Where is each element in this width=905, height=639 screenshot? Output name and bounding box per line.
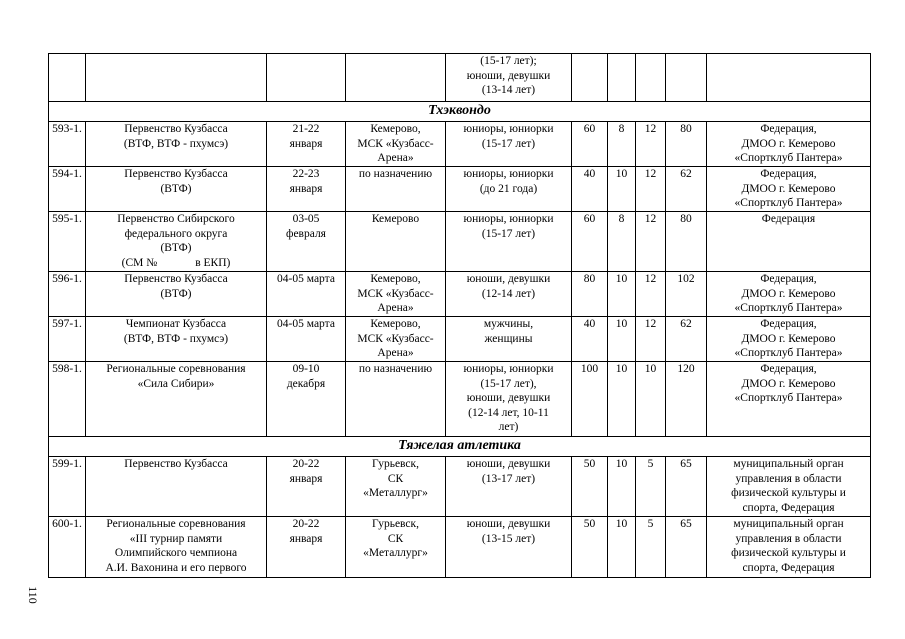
num-cell: 596-1. (49, 272, 86, 317)
section-row (49, 437, 871, 457)
count-cell: 102 (666, 272, 707, 317)
num-cell: 594-1. (49, 167, 86, 212)
category-cell: юниоры, юниорки (15-17 лет) (446, 212, 572, 272)
dates-cell: 22-23 января (267, 167, 346, 212)
dates-cell: 09-10 декабря (267, 362, 346, 437)
table-row (49, 122, 871, 167)
organizer-cell: Федерация, ДМОО г. Кемерово «Спортклуб Пантера» (707, 167, 871, 212)
table-row (49, 457, 871, 517)
event-cell: Региональные соревнования «III турнир памяти Олимпийского чемпиона А.И. Вахонина и его первого (86, 517, 267, 578)
event-cell: Региональные соревнования «Сила Сибири» (86, 362, 267, 437)
ekp-note (88, 256, 264, 271)
table-row (49, 362, 871, 437)
count-cell: 100 (572, 362, 608, 437)
num-cell: 598-1. (49, 362, 86, 437)
place-cell: по назначению (346, 167, 446, 212)
event-cell: Первенство Кузбасса (ВТФ, ВТФ - пхумсэ) (86, 122, 267, 167)
organizer-cell: Федерация, ДМОО г. Кемерово «Спортклуб Пантера» (707, 317, 871, 362)
ekp-note-suffix: в ЕКП) (195, 256, 231, 269)
organizer-cell: Федерация, ДМОО г. Кемерово «Спортклуб Пантера» (707, 272, 871, 317)
dates-cell: 21-22 января (267, 122, 346, 167)
section-title: Тяжелая атлетика (49, 437, 871, 457)
organizer-cell: Федерация, ДМОО г. Кемерово «Спортклуб Пантера» (707, 122, 871, 167)
num-cell: 600-1. (49, 517, 86, 578)
count-cell: 10 (608, 272, 636, 317)
dates-cell: 03-05 февраля (267, 212, 346, 272)
section-title: Тхэквондо (49, 102, 871, 122)
count-cell: 8 (608, 122, 636, 167)
event-cell: Чемпионат Кузбасса (ВТФ, ВТФ - пхумсэ) (86, 317, 267, 362)
count-cell: 5 (636, 517, 666, 578)
count-cell: 50 (572, 517, 608, 578)
page-number: 110 (26, 586, 40, 604)
num-cell: 599-1. (49, 457, 86, 517)
count-cell: 80 (572, 272, 608, 317)
category-cell: мужчины, женщины (446, 317, 572, 362)
place-cell: Кемерово (346, 212, 446, 272)
event-cell (86, 212, 267, 272)
place-cell: Кемерово, МСК «Кузбасс- Арена» (346, 122, 446, 167)
table-row (49, 54, 871, 102)
organizer-cell: Федерация (707, 212, 871, 272)
count-cell: 12 (636, 212, 666, 272)
category-cell: юниоры, юниорки (15-17 лет), юноши, девушки (12-14 лет, 10-11 лет) (446, 362, 572, 437)
count-cell: 62 (666, 167, 707, 212)
category-cell: юноши, девушки (12-14 лет) (446, 272, 572, 317)
place-cell: по назначению (346, 362, 446, 437)
count-cell: 40 (572, 167, 608, 212)
organizer-cell: муниципальный орган управления в области физической культуры и спорта, Федерация (707, 517, 871, 578)
count-cell: 10 (608, 317, 636, 362)
num-cell: 593-1. (49, 122, 86, 167)
ekp-note-prefix: (СМ № (121, 256, 158, 269)
count-cell: 40 (572, 317, 608, 362)
place-cell: Кемерово, МСК «Кузбасс- Арена» (346, 317, 446, 362)
count-cell: 62 (666, 317, 707, 362)
event-cell: Первенство Кузбасса (86, 457, 267, 517)
count-cell: 10 (608, 362, 636, 437)
dates-cell: 20-22 января (267, 457, 346, 517)
category-cell: юниоры, юниорки (15-17 лет) (446, 122, 572, 167)
schedule-table (48, 53, 871, 578)
num-cell: 597-1. (49, 317, 86, 362)
dates-cell: 20-22 января (267, 517, 346, 578)
count-cell: 10 (608, 457, 636, 517)
count-cell: 60 (572, 212, 608, 272)
count-cell: 50 (572, 457, 608, 517)
count-cell: 10 (608, 517, 636, 578)
count-cell: 10 (608, 167, 636, 212)
event-name: Первенство Сибирского федерального округа (ВТФ) (117, 213, 235, 254)
event-cell: Первенство Кузбасса (ВТФ) (86, 167, 267, 212)
event-cell: Первенство Кузбасса (ВТФ) (86, 272, 267, 317)
count-cell: 80 (666, 122, 707, 167)
num-cell: 595-1. (49, 212, 86, 272)
count-cell: 65 (666, 517, 707, 578)
category-cell: юноши, девушки (13-15 лет) (446, 517, 572, 578)
count-cell: 65 (666, 457, 707, 517)
count-cell: 12 (636, 272, 666, 317)
organizer-cell: муниципальный орган управления в области физической культуры и спорта, Федерация (707, 457, 871, 517)
table-row (49, 167, 871, 212)
category-cell: (15-17 лет); юноши, девушки (13-14 лет) (446, 54, 572, 102)
category-cell: юноши, девушки (13-17 лет) (446, 457, 572, 517)
count-cell: 12 (636, 317, 666, 362)
dates-cell: 04-05 марта (267, 317, 346, 362)
count-cell: 12 (636, 167, 666, 212)
dates-cell: 04-05 марта (267, 272, 346, 317)
count-cell: 8 (608, 212, 636, 272)
category-cell: юниоры, юниорки (до 21 года) (446, 167, 572, 212)
organizer-cell: Федерация, ДМОО г. Кемерово «Спортклуб Пантера» (707, 362, 871, 437)
place-cell: Гурьевск, СК «Металлург» (346, 517, 446, 578)
count-cell: 10 (636, 362, 666, 437)
table-row (49, 272, 871, 317)
count-cell: 60 (572, 122, 608, 167)
table-row (49, 517, 871, 578)
count-cell: 80 (666, 212, 707, 272)
table-row (49, 317, 871, 362)
count-cell: 12 (636, 122, 666, 167)
count-cell: 5 (636, 457, 666, 517)
section-row (49, 102, 871, 122)
count-cell: 120 (666, 362, 707, 437)
table-row (49, 212, 871, 272)
place-cell: Кемерово, МСК «Кузбасс- Арена» (346, 272, 446, 317)
place-cell: Гурьевск, СК «Металлург» (346, 457, 446, 517)
